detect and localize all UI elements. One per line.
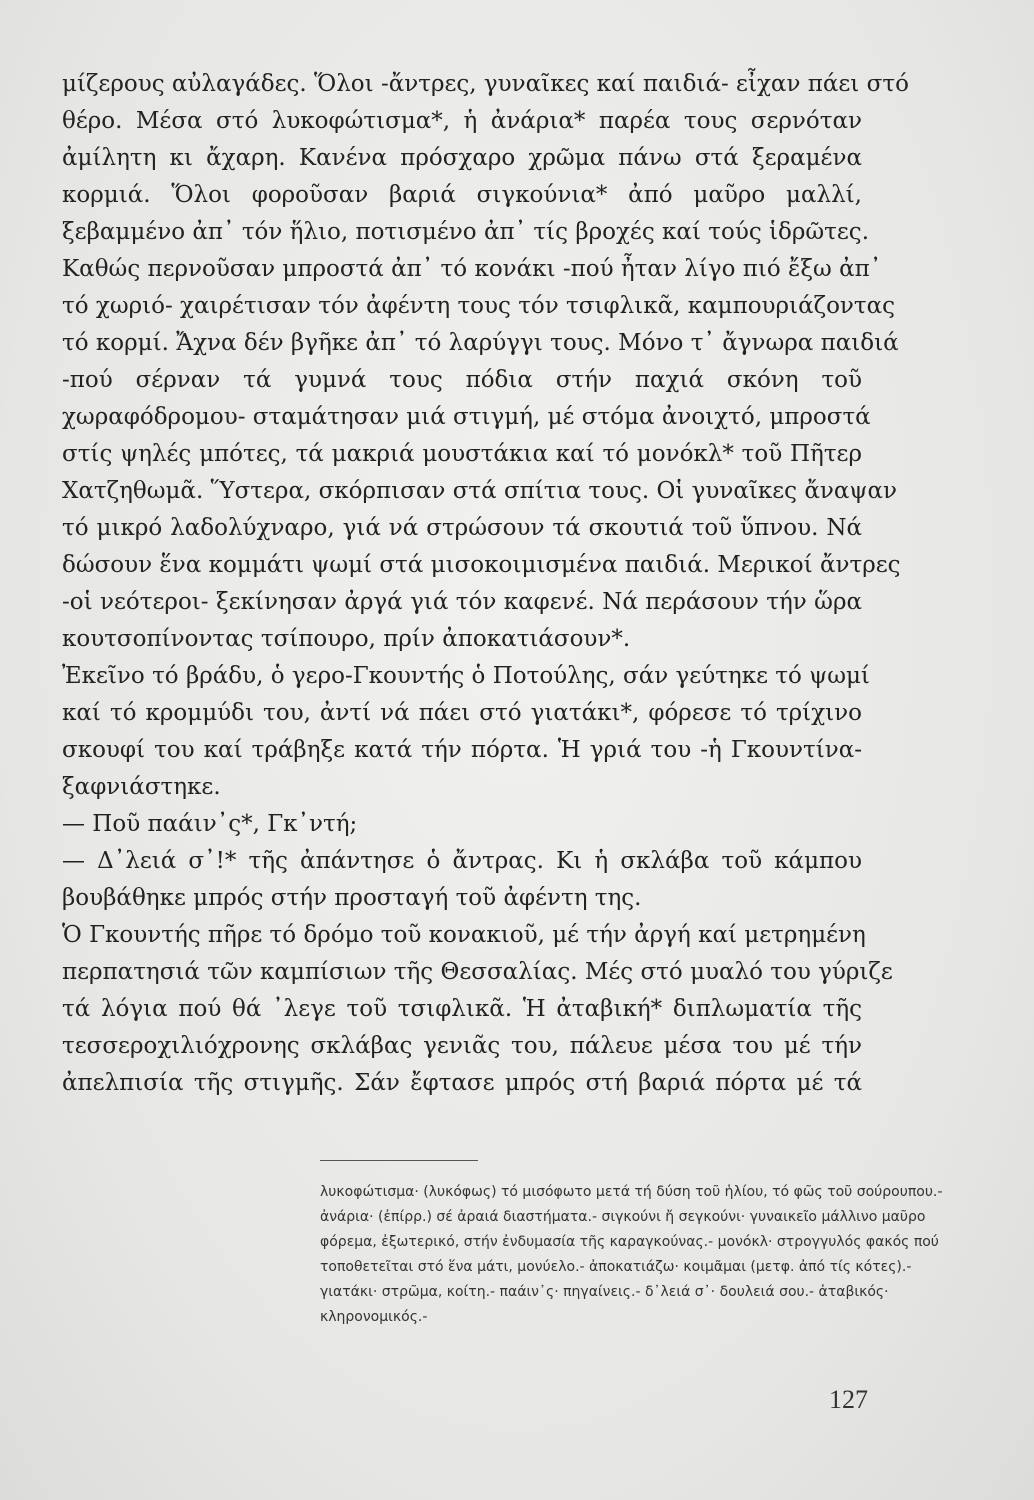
footnote-line: ἀνάρια· (ἐπίρρ.) σέ ἀραιά διαστήματα.- σιγκούνι ἤ σεγκούνι· γυναικεῖο μάλλινο μαῦρο: [320, 1209, 926, 1225]
text-line: κουτσοπίνοντας τσίπουρο, πρίν ἀποκατιάσουν*.: [62, 626, 631, 652]
text-line: τά λόγια πού θά ᾽λεγε τοῦ τσιφλικᾶ. Ἡ ἀταβική* διπλωματία τῆς: [62, 996, 862, 1022]
footnote-line: γιατάκι· στρῶμα, κοίτη.- παάιν᾽ς· πηγαίνεις.- δ᾽λειά σ᾽· δουλειά σου.- ἀταβικός·: [320, 1284, 889, 1300]
body-text: [62, 66, 909, 1102]
text-line: Ἐκεῖνο τό βράδυ, ὁ γερο-Γκουντής ὁ Ποτούλης, σάν γεύτηκε τό ψωμί: [62, 663, 870, 689]
text-line: σκουφί του καί τράβηξε κατά τήν πόρτα. Ἡ γριά του -ἡ Γκουντίνα-: [62, 737, 862, 763]
footnotes: [320, 1180, 943, 1330]
footnote-line: κληρονομικός.-: [320, 1309, 428, 1325]
text-line: ἀπελπισία τῆς στιγμῆς. Σάν ἔφτασε μπρός στή βαριά πόρτα μέ τά: [62, 1070, 862, 1096]
text-line: τό μικρό λαδολύχναρο, γιά νά στρώσουν τά σκουτιά τοῦ ὕπνου. Νά: [62, 515, 862, 541]
footnote-divider: [320, 1160, 478, 1161]
text-line: βουβάθηκε μπρός στήν προσταγή τοῦ ἀφέντη της.: [62, 885, 642, 911]
text-line: ξαφνιάστηκε.: [62, 774, 221, 800]
text-line: περπατησιά τῶν καμπίσιων τῆς Θεσσαλίας. Μές στό μυαλό του γύριζε: [62, 959, 893, 985]
footnote-line: τοποθετεῖται στό ἕνα μάτι, μονύελο.- ἀποκατιάζω· κοιμᾶμαι (μετφ. ἀπό τίς κότες).-: [320, 1259, 912, 1275]
text-line: θέρο. Μέσα στό λυκοφώτισμα*, ἡ ἀνάρια* παρέα τους σερνόταν: [62, 108, 862, 134]
text-line: τό χωριό- χαιρέτισαν τόν ἀφέντη τους τόν τσιφλικᾶ, καμπουριάζοντας: [62, 293, 896, 319]
text-line: — Δ᾽λειά σ᾽!* τῆς ἀπάντησε ὁ ἄντρας. Κι ἡ σκλάβα τοῦ κάμπου: [62, 848, 862, 874]
text-line: κορμιά. Ὅλοι φοροῦσαν βαριά σιγκούνια* ἀπό μαῦρο μαλλί,: [62, 182, 862, 208]
text-line: -οἱ νεότεροι- ξεκίνησαν ἀργά γιά τόν καφενέ. Νά περάσουν τήν ὥρα: [62, 589, 862, 615]
page-number: 127: [829, 1385, 868, 1414]
text-line: Χατζηθωμᾶ. Ὕστερα, σκόρπισαν στά σπίτια τους. Οἱ γυναῖκες ἄναψαν: [62, 478, 897, 504]
footnote-line: λυκοφώτισμα· (λυκόφως) τό μισόφωτο μετά τή δύση τοῦ ἡλίου, τό φῶς τοῦ σούρουπου.-: [320, 1184, 943, 1200]
text-line: — Ποῦ παάιν᾽ς*, Γκ᾽ντή;: [62, 811, 358, 837]
text-line: ξεβαμμένο ἀπ᾽ τόν ἥλιο, ποτισμένο ἀπ᾽ τίς βροχές καί τούς ἱδρῶτες.: [62, 219, 869, 245]
text-line: δώσουν ἕνα κομμάτι ψωμί στά μισοκοιμισμένα παιδιά. Μερικοί ἄντρες: [62, 552, 901, 578]
text-line: τεσσεροχιλιόχρονης σκλάβας γενιᾶς του, πάλευε μέσα του μέ τήν: [62, 1033, 862, 1059]
text-line: στίς ψηλές μπότες, τά μακριά μουστάκια καί τό μονόκλ* τοῦ Πῆτερ: [62, 441, 862, 467]
footnote-line: φόρεμα, ἐξωτερικό, στήν ἐνδυμασία τῆς καραγκούνας.- μονόκλ· στρογγυλός φακός πού: [320, 1234, 939, 1250]
text-line: Καθώς περνοῦσαν μπροστά ἀπ᾽ τό κονάκι -πού ἦταν λίγο πιό ἔξω ἀπ᾽: [62, 256, 882, 282]
text-line: -πού σέρναν τά γυμνά τους πόδια στήν παχιά σκόνη τοῦ: [62, 367, 862, 393]
text-line: χωραφόδρομου- σταμάτησαν μιά στιγμή, μέ στόμα ἀνοιχτό, μπροστά: [62, 404, 871, 430]
text-line: καί τό κρομμύδι του, ἀντί νά πάει στό γιατάκι*, φόρεσε τό τρίχινο: [62, 700, 862, 726]
text-line: ἀμίλητη κι ἄχαρη. Κανένα πρόσχαρο χρῶμα πάνω στά ξεραμένα: [62, 145, 862, 171]
text-line: τό κορμί. Ἄχνα δέν βγῆκε ἀπ᾽ τό λαρύγγι τους. Μόνο τ᾽ ἄγνωρα παιδιά: [62, 330, 899, 356]
text-line: μίζερους αὐλαγάδες. Ὅλοι -ἄντρες, γυναῖκες καί παιδιά- εἶχαν πάει στό: [62, 71, 909, 97]
text-line: Ὁ Γκουντής πῆρε τό δρόμο τοῦ κονακιοῦ, μέ τήν ἀργή καί μετρημένη: [62, 922, 866, 948]
